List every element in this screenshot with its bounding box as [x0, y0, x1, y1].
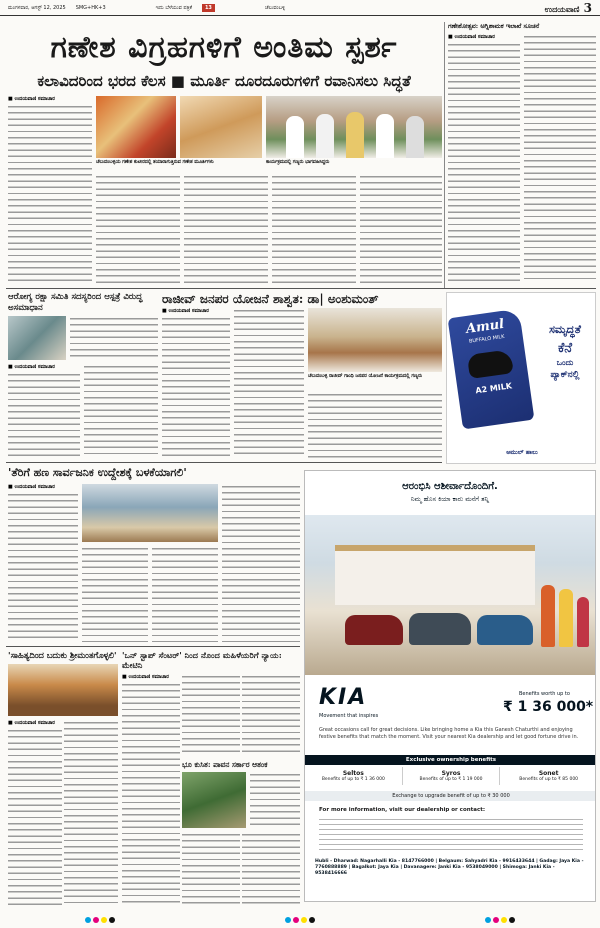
scheme-body-col3 — [308, 392, 442, 458]
land-photo — [182, 772, 246, 828]
health-body-col1 — [8, 364, 80, 458]
kia-advertisement[interactable] — [304, 470, 596, 902]
scheme-event-photo — [308, 308, 442, 372]
page-number: 3 — [583, 0, 592, 15]
ganesha-idols-photo-2 — [180, 96, 262, 158]
tax-body-col2 — [82, 546, 148, 642]
kia-scene-photo — [305, 515, 596, 675]
issue-date: ಮಂಗಳವಾರ, ಆಗಸ್ಟ್ 12, 2025 — [8, 4, 66, 11]
amul-slogan-1: ಸಮೃದ್ಧತೆ — [549, 323, 581, 336]
women-body-col3 — [242, 674, 300, 756]
health-photo — [8, 316, 66, 360]
scheme-headline: ರಾಜೀವ್ ಜನಪರ ಯೋಜನೆ ಶಾಶ್ವತ: ಡಾ| ಅಂಶುಮಂತ್ — [162, 292, 379, 306]
fire-dept-headline: ಗಣೇಶೋತ್ಸವ: ಅಗ್ನಿಶಾಮಕ ಇಲಾಖೆ ಸೂಚನೆ — [448, 22, 540, 30]
scheme-body-col2 — [234, 308, 304, 458]
kia-model-cell — [500, 767, 596, 785]
kia-headline-2: ನಿಮ್ಮ ಹೊಸ ಕಿಯಾ ಕಾರು ಮನೆಗೆ ತನ್ನಿ — [410, 495, 490, 503]
health-byline: ■ ಉದಯವಾಣಿ ಸಮಾಚಾರ — [8, 364, 55, 370]
scheme-byline: ■ ಉದಯವಾಣಿ ಸಮಾಚಾರ — [162, 308, 209, 314]
milk-pack — [448, 309, 535, 430]
kia-model-cell — [305, 767, 403, 785]
folio-bar — [0, 0, 600, 16]
lead-byline: ■ ಉದಯವಾಣಿ ಸಮಾಚಾರ — [8, 96, 55, 102]
health-body-col2 — [84, 364, 158, 458]
kia-model-name: Seltos — [342, 770, 364, 777]
tax-body-col3 — [152, 546, 218, 642]
fire-dept-body-col1 — [448, 34, 520, 284]
lead-headline: ಗಣೇಶ ವಿಗ್ರಹಗಳಿಗೆ ಅಂತಿಮ ಸ್ಪರ್ಶ — [50, 30, 398, 65]
buffalo-icon — [467, 349, 514, 379]
section-rule — [6, 288, 596, 289]
masthead-page — [545, 1, 592, 15]
amul-product: BUFFALO MILK — [468, 333, 505, 345]
kia-models-table — [305, 767, 596, 785]
color-marks-center — [284, 908, 316, 927]
amul-brand: Amul — [465, 316, 506, 338]
sahitya-headline: 'ಸಾಹಿತ್ಯದಿಂದ ಬದುಕು ಶ್ರೀಮಂತಗೊಳ್ಳಲಿ' — [8, 650, 117, 660]
amul-slogan — [535, 323, 595, 380]
sahitya-event-photo — [8, 664, 118, 716]
lead-body-col5 — [360, 174, 442, 286]
section-rule-2 — [6, 462, 442, 463]
amul-slogan-2: ಕೆನೆ — [557, 341, 573, 356]
tax-body-col1 — [8, 484, 78, 642]
kia-model-benefit: Benefits of up to ₹ 85 000 — [519, 777, 579, 782]
lead-body-col1 — [8, 96, 92, 286]
kia-contact: For more information, visit our dealership or contact: — [319, 807, 486, 813]
scheme-body-col1 — [162, 308, 230, 458]
ganesha-idols-photo-1 — [96, 96, 176, 158]
kia-model-benefit: Benefits of up to ₹ 1 19 000 — [419, 777, 483, 782]
amul-slogan-3: ಒಂದು — [556, 358, 574, 367]
kia-exclusive-label: Exclusive ownership benefits — [305, 755, 596, 765]
car-red — [345, 615, 403, 645]
women-body-col1 — [122, 674, 180, 904]
tax-body-col4 — [222, 484, 300, 642]
sahitya-body-col1 — [8, 720, 62, 906]
land-headline: ಭೂ ಕುಸಿತ: ಪಾವನ ಸರ್ಕಾರ ಆತಂಕ — [182, 760, 268, 769]
sahitya-byline: ■ ಉದಯವಾಣಿ ಸಮಾಚಾರ — [8, 720, 55, 726]
color-marks-left — [84, 908, 116, 927]
lead-subhead: ಕಲಾವಿದರಿಂದ ಭರದ ಕೆಲಸ ■ ಮೂರ್ತಿ ದೂರದೂರುಗಳಿಗೆ ರವಾನಿಸಲು ಸಿದ್ಧತೆ — [37, 72, 411, 90]
fire-dept-body-col2 — [524, 34, 596, 284]
amul-slogan-4: ಪ್ಯಾಕ್‌ನಲ್ಲಿ — [550, 370, 580, 380]
person-1 — [541, 585, 555, 647]
health-headline: ಆರೋಗ್ಯ ರಕ್ಷಾ ಸಮಿತಿ ಸದಸ್ಯರಿಂದ ಆಸ್ಪತ್ರೆ ವಿರುದ್ಧ ಅಸಮಾಧಾನ — [8, 292, 143, 313]
lead-photo-caption: ಚೆಲುವಂಬಳ್ಳಿಯ ಗಣೇಶ ಕುಟೀರದಲ್ಲಿ ತಯಾರಾಗುತ್ತಿರುವ ಗಣೇಶ ಮೂರ್ತಿಗಳು — [96, 160, 214, 165]
dignitaries-event-photo — [266, 96, 442, 158]
column-divider — [444, 22, 445, 288]
edition-location: ಚೆಲುವಂಬಳ್ಳಿ — [264, 4, 286, 11]
land-body-col2 — [242, 832, 300, 906]
masthead-name: ಉದಯವಾಣಿ — [544, 3, 580, 14]
kia-model-name: Sonet — [538, 770, 559, 777]
amul-footer: ಅಮುಲ್ ಹಾಲು — [506, 449, 538, 456]
folio-tagline: ಇದು ಬೆಳೆಯುವ ಪತ್ರಿಕೆ — [155, 4, 192, 11]
event-photo-caption: ಕಾರ್ಯಕ್ರಮದಲ್ಲಿ ಗಣ್ಯರು ಭಾಗವಹಿಸಿದ್ದರು — [266, 160, 330, 165]
sahitya-body-col2 — [64, 720, 118, 906]
kia-headline-1: ಆರಂಭಿಸಿ ಆಶೀರ್ವಾದೊಂದಿಗೆ. — [402, 481, 498, 492]
kia-logo: KIA — [319, 685, 368, 710]
kia-model-benefit: Benefits of up to ₹ 1 36 000 — [321, 777, 385, 782]
color-marks-right — [484, 908, 516, 927]
amul-pack-text: A2 MILK — [474, 381, 513, 396]
women-headline: 'ಒನ್ ಸ್ಟಾಪ್ ಸೆಂಟರ್' ನಿಂದ ನೊಂದ ಮಹಿಳೆಯರಿಗೆ ನ್ಯಾಯ: ಮೇಟಿನಿ — [122, 650, 282, 670]
women-byline: ■ ಉದಯವಾಣಿ ಸಮಾಚಾರ — [122, 674, 169, 680]
tax-byline: ■ ಉದಯವಾಣಿ ಸಮಾಚಾರ — [8, 484, 55, 490]
tax-headline: 'ತೆರಿಗೆ ಹಣ ಸಾರ್ವಜನಿಕ ಉದ್ದೇಶಕ್ಕೆ ಬಳಕೆಯಾಗಲಿ' — [8, 466, 187, 479]
person-3 — [577, 597, 589, 647]
scheme-photo-caption: ಚೆಲುವಂಬಳ್ಳಿ ರಾಜೀವ್ ಗಾಂಧಿ ಜನಪರ ಯೋಜನೆ ಕಾರ್ಯಕ್ರಮದಲ್ಲಿ ಗಣ್ಯರು — [308, 374, 423, 379]
print-registration-marks — [0, 912, 600, 922]
kia-dealers: Hubli - Dharwad: Nagarhalli Kia - 8147766000 | Belgaum: Sahyadri Kia - 9916433644 | Gadag: Jaya Kia - 7760888889 | Bagalkot: Jaya Kia | Davanagere: Janki Kia - 9538049000 | Shimoga: Janki Kia - 9538416666 — [315, 859, 584, 876]
kia-tagline: Movement that inspires — [319, 713, 379, 719]
car-grey — [409, 613, 471, 645]
lead-body-col4 — [272, 174, 356, 286]
land-pullquote — [250, 772, 300, 828]
edition-code: SMG+HK+3 — [75, 4, 106, 11]
fire-dept-byline: ■ ಉದಯವಾಣಿ ಸಮಾಚಾರ — [448, 34, 495, 40]
kia-exchange-note: Exchange to upgrade benefit of up to ₹ 30 000 — [305, 791, 596, 801]
car-blue — [477, 615, 533, 645]
lead-body-col3 — [184, 174, 268, 286]
section-rule-3 — [6, 646, 300, 647]
kia-fine-print — [319, 817, 583, 853]
kia-model-cell — [403, 767, 501, 785]
kia-benefits-value: ₹ 1 36 000* — [503, 699, 594, 715]
kia-model-name: Syros — [441, 770, 461, 777]
page-badge: 13 — [202, 4, 215, 12]
kia-body: Great occasions call for great decisions. Like bringing home a Kia this Ganesh Chaturthi and enjoying festive benefits that match the moment. Visit your nearest Kia dealership and let good fortune drive in. — [319, 727, 579, 740]
person-2 — [559, 589, 573, 647]
tax-event-photo — [82, 484, 218, 542]
women-body-col2 — [182, 674, 240, 756]
amul-advertisement[interactable] — [446, 292, 596, 464]
kia-benefits-label: Benefits worth up to — [519, 691, 570, 697]
house-shape — [335, 545, 535, 605]
lead-body-col2 — [96, 174, 180, 286]
health-pullquote — [70, 316, 158, 360]
land-body-col1 — [182, 832, 240, 906]
